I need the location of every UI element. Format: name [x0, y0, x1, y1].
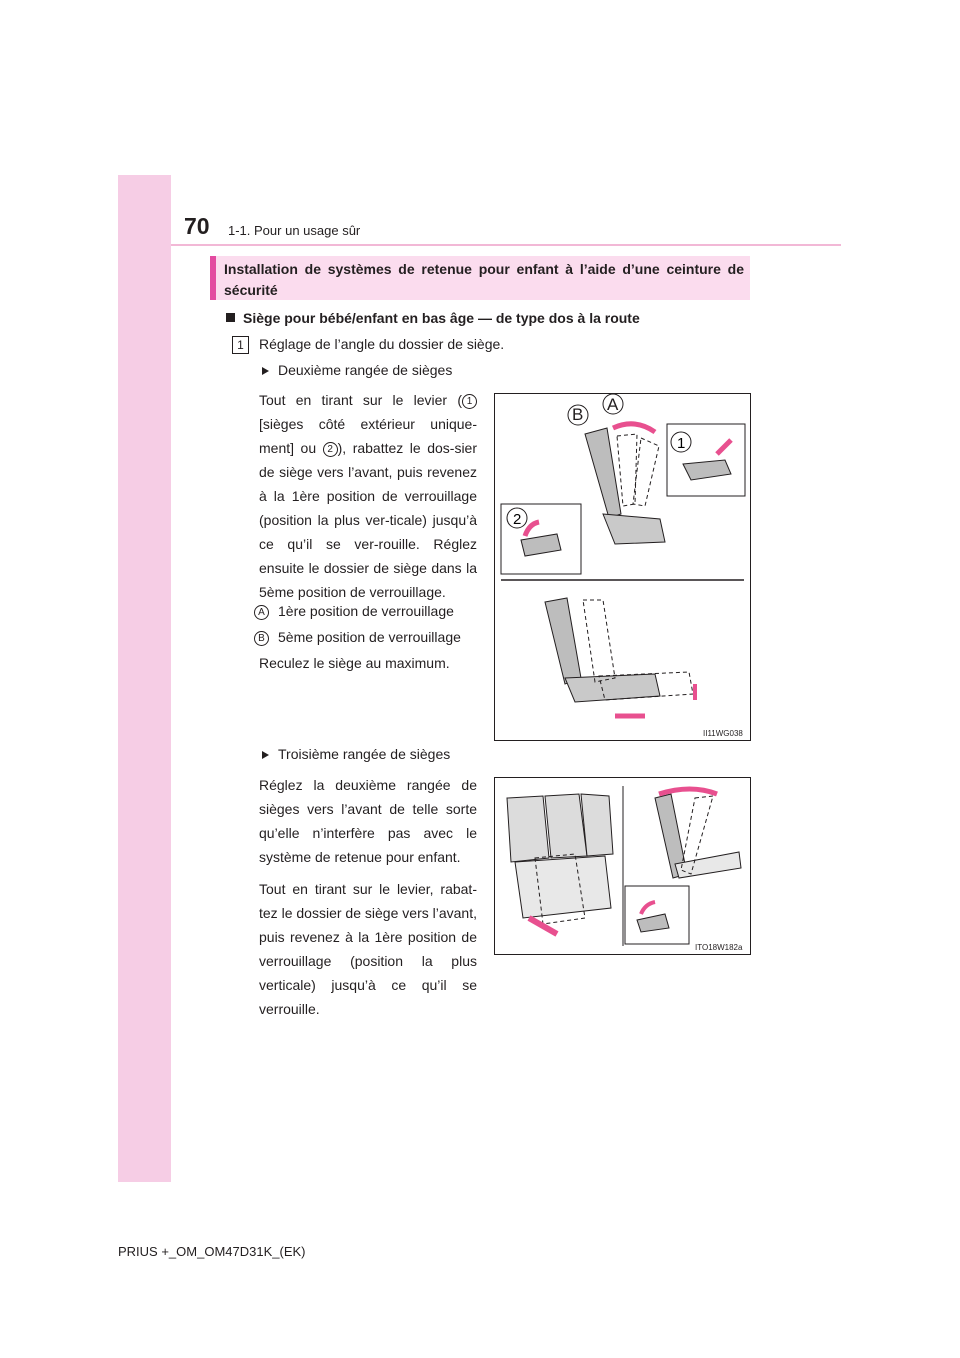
header-rule [171, 244, 841, 246]
third-row-paragraph-2: Tout en tirant sur le levier, rabat-tez le dossier de siège vers l’avant, puis revenez à la 1ère position de verrouillage (position la plus verticale) jusqu’à ce qu’il se verrouille. [259, 881, 477, 1017]
para-part-1: Tout en tirant sur le levier ( [259, 392, 462, 408]
label-b: B [572, 405, 584, 424]
subheading [226, 310, 640, 326]
para-part-2: [sièges côté extérieur unique-ment] ou [259, 416, 477, 456]
figure-seat-recline [494, 393, 751, 741]
figure2-code: ITO18W182a [695, 943, 743, 952]
legend-item-a [254, 603, 454, 620]
label-one: 1 [677, 435, 686, 452]
bullet-second-row [259, 362, 452, 378]
bullet-third-row [259, 746, 450, 762]
legend-a-marker: A [254, 605, 269, 620]
triangle-bullet-icon [262, 751, 269, 759]
legend-item-b [254, 629, 461, 646]
page-number: 70 [184, 213, 210, 239]
legend-a-text: 1ère position de verrouillage [278, 603, 454, 619]
label-two: 2 [513, 511, 522, 528]
footer-document-code: PRIUS +_OM_OM47D31K_(EK) [118, 1244, 306, 1259]
legend-b-marker: B [254, 631, 269, 646]
step-text: Réglage de l’angle du dossier de siège. [259, 336, 505, 352]
seat-recline-illustration [495, 394, 750, 740]
second-row-paragraph [259, 388, 477, 604]
triangle-bullet-icon [262, 367, 269, 375]
section-title: 1-1. Pour un usage sûr [228, 223, 361, 238]
section-heading [210, 256, 750, 300]
lever-1-marker: 1 [462, 394, 477, 409]
subheading-text: Siège pour bébé/enfant en bas âge — de type dos à la route [243, 310, 640, 326]
para-part-3: ), rabattez le dos-sier de siège vers l’avant, puis revenez à la 1ère position de verrouillage (position la plus ver-ticale) jusqu’à ce qu’il se ver-rouille. Réglez ensuite le dossier de siège dans la 5ème position de verrouillage. [259, 440, 477, 600]
heading-text: Installation de systèmes de retenue pour enfant à l’aide d’une ceinture de sécurité [224, 261, 744, 298]
square-bullet-icon [226, 313, 235, 322]
bullet-third-row-text: Troisième rangée de sièges [278, 746, 451, 762]
bullet-second-row-text: Deuxième rangée de sièges [278, 362, 453, 378]
third-row-paragraph-1: Réglez la deuxième rangée de sièges vers l’avant de telle sorte qu’elle n’interfère pas avec le système de retenue pour enfant. [259, 777, 477, 865]
lever-2-marker: 2 [323, 442, 338, 457]
step-number: 1 [232, 336, 249, 354]
figure1-code: II11WG038 [703, 729, 743, 738]
heading-accent-bar [210, 256, 216, 300]
label-a: A [607, 395, 619, 414]
third-row-illustration [495, 778, 750, 954]
sidebar-band [118, 175, 171, 1182]
legend-b-text: 5ème position de verrouillage [278, 629, 461, 645]
figure-third-row [494, 777, 751, 955]
second-row-note: Reculez le siège au maximum. [259, 655, 450, 671]
